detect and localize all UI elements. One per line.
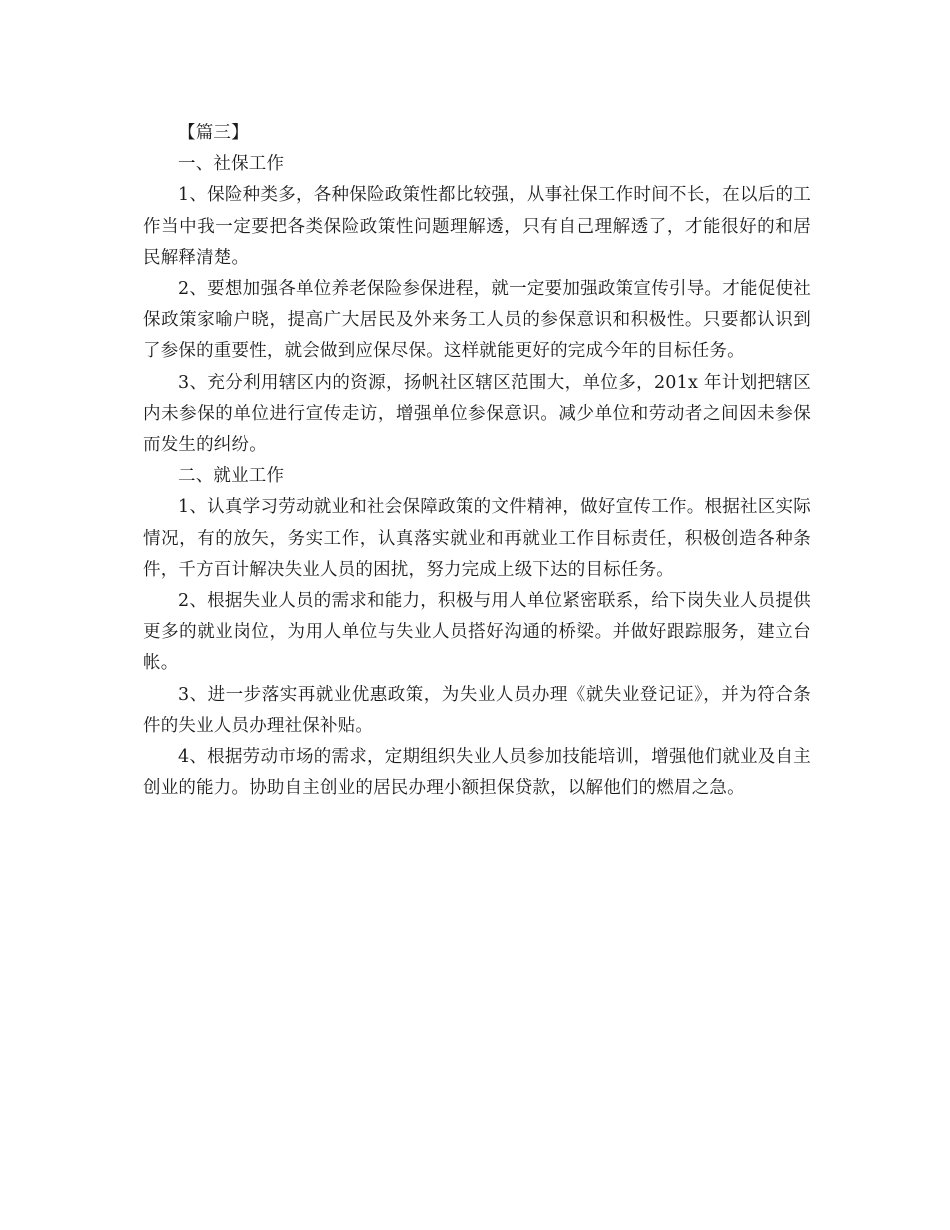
heading-social-security: 一、社保工作 [178,154,285,175]
section-marker: 【篇三】 [178,123,249,143]
document-body [143,118,811,804]
employment-item-1: 1、认真学习劳动就业和社会保障政策的文件精神，做好宣传工作。根据社区实际情况，有的放矢，务实工作，认真落实就业和再就业工作目标责任，积极创造各种条件，千方百计解决失业人员的困扰，努力完成上级下达的目标任务。 [143,497,811,580]
employment-item-2: 2、根据失业人员的需求和能力，积极与用人单位紧密联系，给下岗失业人员提供更多的就业岗位，为用人单位与失业人员搭好沟通的桥梁。并做好跟踪服务，建立台帐。 [143,591,811,674]
social-security-item-3: 3、充分利用辖区内的资源，扬帆社区辖区范围大，单位多，201x 年计划把辖区内未参保的单位进行宣传走访，增强单位参保意识。减少单位和劳动者之间因未参保而发生的纠纷。 [143,372,811,456]
heading-employment: 二、就业工作 [178,466,285,487]
social-security-item-1: 1、保险种类多，各种保险政策性都比较强，从事社保工作时间不长，在以后的工作当中我一定要把各类保险政策性问题理解透，只有自己理解透了，才能很好的和居民解释清楚。 [143,185,811,268]
employment-item-4: 4、根据劳动市场的需求，定期组织失业人员参加技能培训，增强他们就业及自主创业的能力。协助自主创业的居民办理小额担保贷款，以解他们的燃眉之急。 [143,747,811,799]
employment-item-3: 3、进一步落实再就业优惠政策，为失业人员办理《就失业登记证》，并为符合条件的失业人员办理社保补贴。 [143,684,811,736]
social-security-item-2: 2、要想加强各单位养老保险参保进程，就一定要加强政策宣传引导。才能促使社保政策家喻户晓，提高广大居民及外来务工人员的参保意识和积极性。只要都认识到了参保的重要性，就会做到应保尽保。这样就能更好的完成今年的目标任务。 [143,279,811,362]
